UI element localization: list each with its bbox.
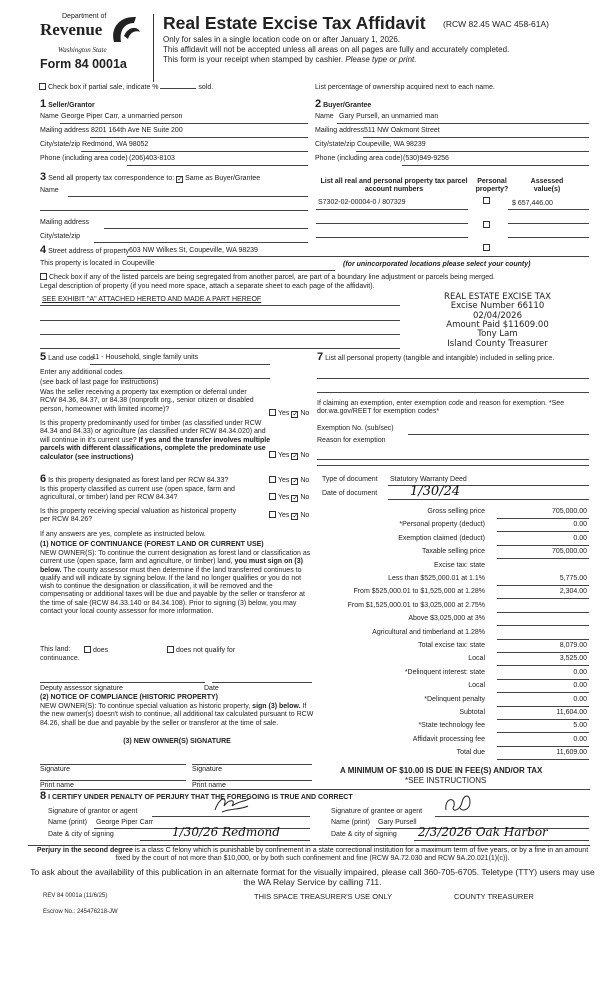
forest-q2: Is this property classified as current use (open space, farm and agricultural, or timber) land per RCW 84.34? <box>40 486 235 502</box>
located-note: (for unincorporated locations please select your county) <box>343 261 531 268</box>
located-label: This property is located in <box>40 260 120 267</box>
grantor-date-label: Date & city of signing <box>48 831 114 838</box>
buyer-city-label: City/state/zip <box>315 141 356 148</box>
doc-type-label: Type of document <box>322 476 378 483</box>
does-not-checkbox[interactable] <box>167 646 174 653</box>
total-label: Local <box>468 655 485 663</box>
stamp-name: Tony Lam <box>477 329 518 340</box>
total-value[interactable]: 11,609.00 <box>556 749 587 757</box>
reason-label: Reason for exemption <box>317 437 386 444</box>
buyer-mail-label: Mailing address <box>315 127 365 134</box>
total-label: Gross selling price <box>427 508 485 515</box>
does-not-option: does not qualify for <box>167 646 235 655</box>
total-value[interactable]: 0.00 <box>573 534 587 542</box>
sold-label: sold. <box>198 84 214 91</box>
buyer-city[interactable]: Coupeville, WA 98239 <box>357 141 426 148</box>
total-value[interactable]: 705,000.00 <box>551 508 587 515</box>
q2-yes-no: Yes ✓ No <box>269 451 309 460</box>
legal-description[interactable]: SEE EXHIBIT "A" ATTACHED HERETO AND MADE A PART HEREOF <box>42 296 262 303</box>
signature-label-1: Signature <box>40 766 70 773</box>
assessed-value[interactable]: $ 657,446.00 <box>512 200 553 207</box>
grantee-date-city[interactable]: 2/3/2026 Oak Harbor <box>418 825 548 839</box>
seller-city[interactable]: Redmond, WA 98052 <box>82 141 149 148</box>
exemption-no-field[interactable] <box>408 434 589 435</box>
signature-label-2: Signature <box>192 766 222 773</box>
certify-title: 8 I CERTIFY UNDER PENALTY OF PERJURY THAT THE FOREGOING IS TRUE AND CORRECT <box>40 790 353 802</box>
deputy-date-field[interactable] <box>212 682 312 683</box>
parcel-number[interactable]: S7302-02-00004-0 / 807329 <box>318 199 406 206</box>
logo-mark-icon <box>108 12 142 46</box>
personal-property-checkbox[interactable] <box>483 221 490 228</box>
total-label: Above $3,025,000 at 3% <box>408 615 485 623</box>
total-label: Total excise tax: state <box>418 642 485 649</box>
print-name-label-1: Print name <box>40 782 74 789</box>
segregated-checkbox[interactable] <box>40 273 47 280</box>
seller-name-label: Name <box>40 113 59 120</box>
grantor-signature <box>210 792 255 816</box>
street-label: 4 Street address of property <box>40 244 130 256</box>
does-option: does <box>84 646 108 655</box>
assessed-value[interactable] <box>508 237 589 238</box>
exemption-note: If claiming an exemption, enter exemption code and reason for exemption. *See dor.wa.gov/REET for exemption codes* <box>317 400 565 416</box>
q2-no-checkbox[interactable]: ✓ <box>292 453 299 460</box>
forest-q2-yes-no: Yes ✓ No <box>269 493 309 502</box>
forest-q3-no-checkbox[interactable]: ✓ <box>292 513 299 520</box>
date-label: Date <box>204 685 219 692</box>
deputy-label: Deputy assessor signature <box>40 685 123 692</box>
personal-col-header: Personal property? <box>475 178 509 194</box>
escrow-number: Escrow No.: 245476218-JW <box>43 909 118 915</box>
buyer-heading: 2 Buyer/Grantee <box>315 98 372 110</box>
grantee-sig-label: Signature of grantee or agent <box>331 808 423 815</box>
print-name-field-1[interactable] <box>40 780 186 781</box>
stamp-date: 02/04/2026 <box>473 310 522 321</box>
corr-mail-field[interactable] <box>104 228 308 229</box>
forest-q2-yes-checkbox[interactable] <box>269 493 276 500</box>
corr-city-field[interactable] <box>94 242 308 243</box>
logo-state: Washington State <box>58 46 107 54</box>
total-label: Less than $525,000.01 at 1.1% <box>388 575 485 582</box>
total-label: *Delinquent penalty <box>424 695 485 703</box>
owner-signature-field-2[interactable] <box>192 764 312 765</box>
parcel-number[interactable] <box>316 237 468 238</box>
grantor-date-city[interactable]: 1/30/26 Redmond <box>172 825 280 839</box>
total-label: *Delinquent interest: state <box>404 668 485 676</box>
forest-q1-yes-checkbox[interactable] <box>269 476 276 483</box>
total-value[interactable]: 11,604.00 <box>556 709 587 716</box>
logo-dept: Department of <box>62 13 107 20</box>
parcel-number[interactable] <box>316 223 468 224</box>
grantor-sig-label: Signature of grantor or agent <box>48 808 138 815</box>
total-value[interactable]: 5.00 <box>573 722 587 730</box>
see-back-note: (see back of last page for instructions) <box>40 379 159 386</box>
parcel-col-header: List all real and personal property tax parcel account numbers <box>320 178 468 194</box>
forest-q1: 6 Is this property designated as forest land per RCW 84.33? <box>40 473 229 485</box>
grantor-name[interactable]: George Piper Carr <box>96 819 154 826</box>
grantor-name-label: Name (print) <box>48 819 87 826</box>
personal-property-label: 7 List all personal property (tangible and intangible) included in selling price. <box>317 351 555 363</box>
q1-no-checkbox[interactable]: ✓ <box>292 411 299 418</box>
forest-q3-yes-checkbox[interactable] <box>269 511 276 518</box>
page-title: Real Estate Excise Tax Affidavit <box>163 13 426 33</box>
personal-property-checkbox[interactable] <box>483 244 490 251</box>
rcw-reference: (RCW 82.45 WAC 458-61A) <box>443 19 549 29</box>
stamp-excise-number: Excise Number 66110 <box>450 301 545 312</box>
owner-signature-field-1[interactable] <box>40 764 186 765</box>
total-label: *Personal property (deduct) <box>399 521 485 529</box>
corr-mail-label: Mailing address <box>40 219 90 226</box>
header-line-3: This form is your receipt when stamped by cashier. Please type or print. <box>163 55 417 64</box>
personal-property-checkbox[interactable] <box>483 197 490 204</box>
grantor-signature-field[interactable] <box>152 816 310 817</box>
buyer-name[interactable]: Gary Pursell, an unmarried man <box>339 113 439 120</box>
seller-mail-label: Mailing address <box>40 127 90 134</box>
seller-mail[interactable]: 8201 164th Ave NE Suite 200 <box>91 127 183 134</box>
assessed-col-header: Assessed value(s) <box>530 178 564 194</box>
total-label: Subtotal <box>459 709 485 716</box>
seller-heading: 1 Seller/Grantor <box>40 98 95 110</box>
grantee-signature <box>440 792 480 816</box>
logo-revenue: Revenue <box>40 20 103 39</box>
total-label: Exemption claimed (deduct) <box>398 534 485 542</box>
additional-codes-label: Enter any additional codes <box>40 369 123 376</box>
land-use-label: 5 Land use code <box>40 351 95 363</box>
alternate-format-notice: To ask about the availability of this publication in an alternate format for the visually impaired, please call 360-705-6705. Teletype (TTY) users may use the WA Relay Service by calling 711. <box>30 867 595 888</box>
stamp-county: Island County Treasurer <box>447 338 548 349</box>
total-label: Excise tax: state <box>434 561 485 569</box>
total-label: Agricultural and timberland at 1.28% <box>372 628 485 636</box>
forest-q2-no-checkbox[interactable]: ✓ <box>292 495 299 502</box>
total-label: Local <box>468 682 485 690</box>
grantee-date-label: Date & city of signing <box>331 831 397 838</box>
total-value[interactable]: 5,775.00 <box>559 575 587 582</box>
form-number: Form 84 0001a <box>40 57 127 71</box>
continuance-label: continuance. <box>40 655 80 662</box>
buyer-name-label: Name <box>315 113 334 120</box>
header-line-1: Only for sales in a single location code on or after January 1, 2026. <box>163 35 401 44</box>
this-land-label: This land: <box>40 646 71 653</box>
doc-date[interactable]: 1/30/24 <box>410 484 461 499</box>
forest-q1-no-checkbox[interactable]: ✓ <box>292 478 299 485</box>
corr-name-field[interactable] <box>68 196 308 197</box>
doc-date-label: Date of document <box>322 490 378 497</box>
q1-yes-no: Yes ✓ No <box>269 409 309 418</box>
print-name-field-2[interactable] <box>192 780 312 781</box>
treasurer-use-only: THIS SPACE TREASURER'S USE ONLY <box>254 892 393 901</box>
seller-phone-label: Phone (including area code) <box>40 155 128 162</box>
partial-sale-checkbox[interactable] <box>39 83 46 90</box>
ownership-note: List percentage of ownership acquired next to each name. <box>315 84 495 91</box>
header-line-2: This affidavit will not be accepted unless all areas on all pages are fully and accurately completed. <box>163 45 510 54</box>
timber-question: Is this property predominantly used for timber (as classified under RCW 84.34 and 84.33) or agriculture (as classified under RCW 84.34.020) and will continue in it's current use? If yes and the transfer involves multiple parcels with different classifications, complete the predominate use calculator (see instructions) <box>40 420 271 461</box>
total-value[interactable]: 0.00 <box>573 735 587 743</box>
stamp-amount-paid: Amount Paid $11609.00 <box>446 320 549 331</box>
total-value[interactable]: 3,525.00 <box>559 655 587 663</box>
total-value[interactable]: 705,000.00 <box>551 548 587 556</box>
header-divider <box>153 14 154 82</box>
does-checkbox[interactable] <box>84 646 91 653</box>
revision: REV 84 0001a (11/6/25) <box>43 893 108 899</box>
grantee-name-label: Name (print) <box>331 819 370 826</box>
buyer-phone[interactable]: (530)949-9256 <box>403 155 449 162</box>
buyer-phone-label: Phone (including area code) <box>315 155 403 162</box>
exemption-no-label: Exemption No. (sub/sec) <box>317 425 394 432</box>
deputy-signature-field[interactable] <box>40 682 205 683</box>
total-label: From $525,000.01 to $1,525,000 at 1.28% <box>353 588 485 596</box>
grantee-name[interactable]: Gary Pursell <box>378 819 417 826</box>
segregated-row: Check box if any of the listed parcels are being segregated from another parcel, are part of a boundary line adjustment or parcels being merged. <box>40 273 495 282</box>
total-label: Total due <box>456 749 485 757</box>
exemption-question: Was the seller receiving a property tax exemption or deferral under RCW 84.36, 84.37, or 84.38 (nonprofit org., senior citizen or disabled person, homeowner with limited income)? <box>40 389 254 413</box>
total-value[interactable]: 0.00 <box>573 668 587 676</box>
corr-city-label: City/state/zip <box>40 233 81 240</box>
treasurer-stamp <box>400 293 595 349</box>
seller-name[interactable]: George Piper Carr, a unmarried person <box>61 113 183 120</box>
doc-type[interactable]: Statutory Warranty Deed <box>390 476 467 483</box>
print-name-label-2: Print name <box>192 782 226 789</box>
located-in[interactable]: Coupeville <box>122 260 155 267</box>
total-label: From $1,525,000.01 to $3,025,000 at 2.75% <box>347 601 485 609</box>
minimum-notice: A MINIMUM OF $10.00 IS DUE IN FEE(S) AND/OR TAX <box>340 766 543 775</box>
corr-name-label: Name <box>40 187 59 194</box>
seller-city-label: City/state/zip <box>40 141 81 148</box>
total-value[interactable]: 0.00 <box>573 521 587 529</box>
county-treasurer: COUNTY TREASURER <box>454 892 534 901</box>
seller-phone[interactable]: (206)403-8103 <box>129 155 175 162</box>
total-value[interactable]: 0.00 <box>573 695 587 703</box>
q1-yes-checkbox[interactable] <box>269 409 276 416</box>
assessed-value[interactable] <box>508 223 589 224</box>
total-value[interactable]: 8,079.00 <box>559 642 587 649</box>
reason-field[interactable] <box>317 459 589 460</box>
total-label: *State technology fee <box>418 722 485 730</box>
legal-label: Legal description of property (if you need more space, attach a separate sheet to each page of the affidavit). <box>40 283 375 290</box>
notice-continuance-text: NEW OWNER(S): To continue the current designation as forest land or classification as current use (open space, farm and agriculture, or timber) land, you must sign on (3) below. The county assessor must then determine if the land transferred continues to qualify and will indicate by signing below. If the land no longer qualifies or you do not wish to continue the designation or classification, it will be removed and the compensating or additional taxes will be due and payable by the seller or transferor at the time of sale (RCW 84.33.140 or 84.34.108). Prior to signing (3) below, you may contact your local county assessor for more information. <box>40 550 311 615</box>
total-label: Taxable selling price <box>421 548 485 556</box>
total-value[interactable]: 2,304.00 <box>559 588 587 596</box>
forest-q3: Is this property receiving special valuation as historical property per RCW 84.26? <box>40 508 237 524</box>
same-as-buyer-checkbox[interactable]: ✓ <box>177 176 183 183</box>
if-yes-note: If any answers are yes, complete as instructed below. <box>40 531 206 538</box>
partial-sale-row <box>39 83 213 92</box>
correspondence-heading: 3 Send all property tax correspondence to: ✓ Same as Buyer/Grantee <box>40 171 261 183</box>
see-instructions: *SEE INSTRUCTIONS <box>405 776 487 785</box>
total-value[interactable]: 0.00 <box>573 682 587 690</box>
notice-continuance-title: (1) NOTICE OF CONTINUANCE (FOREST LAND OR CURRENT USE) <box>40 541 264 548</box>
personal-property-field[interactable] <box>317 378 589 379</box>
perjury-notice: Perjury in the second degree is a class C felony which is punishable by confinement in a state correctional institution for a maximum term of five years, or by a fine in an amount fixed by the court of not more than $10,000, or by both such confinement and fine (RCW 9A.72.030 and RCW 9A.20.021(1)(c)). <box>36 847 589 863</box>
buyer-mail[interactable]: 511 NW Oakmont Street <box>364 127 440 134</box>
q2-yes-checkbox[interactable] <box>269 451 276 458</box>
land-use-code[interactable]: 11 - Household, single family units <box>92 354 199 361</box>
partial-percent-field[interactable] <box>160 88 196 89</box>
forest-q1-yes-no: Yes ✓ No <box>269 476 309 485</box>
notice-compliance-title: (2) NOTICE OF COMPLIANCE (HISTORIC PROPERTY) <box>40 694 218 701</box>
stamp-title: REAL ESTATE EXCISE TAX <box>444 292 551 302</box>
street-address[interactable]: 603 NW Wilkes St, Coupeville, WA 98239 <box>129 247 258 254</box>
notice-compliance-text: NEW OWNER(S): To continue special valuation as historic property, sign (3) below. If the new owner(s) doesn't wish to continue, all additional tax calculated pursuant to RCW 84.26, shall be due and payable by the seller or transferor at the time of sale. <box>40 703 314 727</box>
forest-q3-yes-no: Yes ✓ No <box>269 511 309 520</box>
new-owner-signature-title: (3) NEW OWNER(S) SIGNATURE <box>123 738 231 745</box>
partial-sale-label: Check box if partial sale, indicate % <box>48 84 159 91</box>
grantee-signature-field[interactable] <box>435 816 589 817</box>
total-label: Affidavit processing fee <box>412 735 485 743</box>
